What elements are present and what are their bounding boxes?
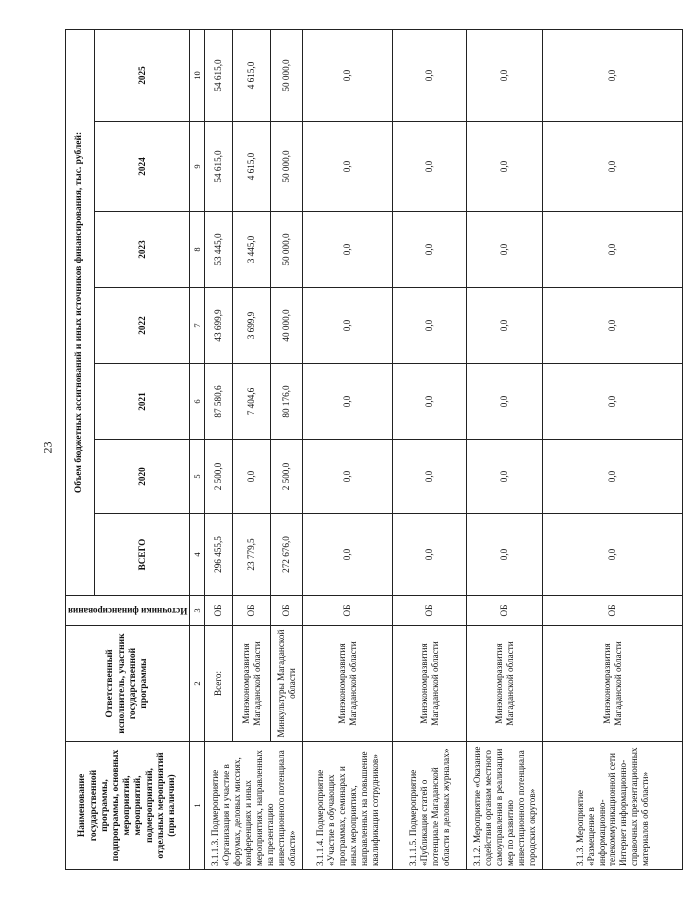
col-number: 4 (190, 514, 205, 596)
row-source: ОБ (543, 596, 683, 626)
header-volume: Объем бюджетных ассигнований и иных источников финансирования, тыс. рублей: (66, 29, 95, 595)
row-name: 3.1.2. Мероприятие «Оказание содействия органам местного самоуправления в реализации мер по развитию инвестиционного потенциала городских округов» (467, 742, 543, 870)
cell-2020: 0,0 (303, 440, 393, 514)
cell-2020: 2 500,0 (205, 440, 233, 514)
cell-2022: 40 000,0 (271, 288, 303, 364)
row-executor: Минэкономразвития Магаданской области (233, 626, 271, 742)
cell-2022: 0,0 (543, 288, 683, 364)
cell-2025: 50 000,0 (271, 29, 303, 121)
cell-2023: 0,0 (467, 212, 543, 288)
header-year-2020: 2020 (94, 440, 190, 514)
cell-2022: 0,0 (467, 288, 543, 364)
table-row (467, 29, 543, 869)
header-year-2021: 2021 (94, 364, 190, 440)
cell-total: 0,0 (393, 514, 467, 596)
cell-2022: 0,0 (303, 288, 393, 364)
header-name: Наименование государственной программы, подпрограммы, основных мероприятий, мероприятий, подмероприятий, отдельных мероприятий (при наличии) (66, 742, 190, 870)
page-number: 23 (40, 441, 55, 454)
col-number: 8 (190, 212, 205, 288)
cell-2024: 4 615,0 (233, 122, 271, 212)
row-source: ОБ (205, 596, 233, 626)
header-year-2025: 2025 (94, 29, 190, 121)
row-source: ОБ (303, 596, 393, 626)
cell-2023: 50 000,0 (271, 212, 303, 288)
cell-total: 272 676,0 (271, 514, 303, 596)
cell-2021: 0,0 (393, 364, 467, 440)
cell-2025: 0,0 (467, 29, 543, 121)
row-executor: Всего: (205, 626, 233, 742)
cell-total: 0,0 (303, 514, 393, 596)
financing-table (65, 29, 683, 870)
cell-2021: 7 404,6 (233, 364, 271, 440)
col-number: 7 (190, 288, 205, 364)
cell-2022: 3 699,9 (233, 288, 271, 364)
cell-2021: 0,0 (543, 364, 683, 440)
cell-2023: 53 445,0 (205, 212, 233, 288)
cell-2025: 0,0 (393, 29, 467, 121)
cell-2025: 4 615,0 (233, 29, 271, 121)
cell-2024: 0,0 (393, 122, 467, 212)
table-row (303, 29, 393, 869)
row-source: ОБ (271, 596, 303, 626)
cell-2021: 87 580,6 (205, 364, 233, 440)
cell-2024: 0,0 (543, 122, 683, 212)
cell-2020: 0,0 (543, 440, 683, 514)
col-number: 1 (190, 742, 205, 870)
cell-total: 296 455,5 (205, 514, 233, 596)
cell-2023: 0,0 (393, 212, 467, 288)
header-year-2023: 2023 (94, 212, 190, 288)
row-name: 3.1.1.4. Подмероприятие «Участие в обучающих программах, семинарах и иных мероприятиях, направленных на повышение квалификации сотрудников» (303, 742, 393, 870)
cell-2024: 0,0 (303, 122, 393, 212)
row-executor: Минэкономразвития Магаданской области (393, 626, 467, 742)
row-name: 3.1.3. Мероприятие «Размещение в информационно-телекоммуникационной сети Интернет информационно-справочных презентационных материалов об области» (543, 742, 683, 870)
cell-2023: 0,0 (303, 212, 393, 288)
cell-total: 23 779,5 (233, 514, 271, 596)
cell-2025: 54 615,0 (205, 29, 233, 121)
header-executor: Ответственный исполнитель, участник государственной программы (66, 626, 190, 742)
cell-2021: 0,0 (467, 364, 543, 440)
col-number: 5 (190, 440, 205, 514)
col-number: 3 (190, 596, 205, 626)
col-number: 6 (190, 364, 205, 440)
cell-total: 0,0 (467, 514, 543, 596)
col-number: 10 (190, 29, 205, 121)
cell-2024: 50 000,0 (271, 122, 303, 212)
row-executor: Минэкономразвития Магаданской области (303, 626, 393, 742)
col-number: 9 (190, 122, 205, 212)
row-source: ОБ (393, 596, 467, 626)
row-name: 3.1.1.3. Подмероприятие «Организация и участие в форумах, деловых миссиях, конференциях и иных мероприятиях, направленных на презентацию инвестиционного потенциала области» (205, 742, 303, 870)
cell-total: 0,0 (543, 514, 683, 596)
rotated-table-container (65, 30, 651, 870)
table-row (393, 29, 467, 869)
cell-2020: 0,0 (467, 440, 543, 514)
row-executor: Минкультуры Магаданской области (271, 626, 303, 742)
row-name: 3.1.1.5. Подмероприятие «Публикация статей о потенциале Магаданской области в деловых журналах» (393, 742, 467, 870)
table-row (205, 29, 233, 869)
cell-2020: 0,0 (233, 440, 271, 514)
cell-2025: 0,0 (303, 29, 393, 121)
header-source (66, 596, 190, 626)
table-row (543, 29, 683, 869)
col-number: 2 (190, 626, 205, 742)
cell-2022: 43 699,9 (205, 288, 233, 364)
cell-2020: 0,0 (393, 440, 467, 514)
cell-2021: 0,0 (303, 364, 393, 440)
cell-2022: 0,0 (393, 288, 467, 364)
row-executor: Минэкономразвития Магаданской области (543, 626, 683, 742)
header-year-2024: 2024 (94, 122, 190, 212)
header-source-text: Источники финансирования (68, 605, 188, 616)
cell-2021: 80 176,0 (271, 364, 303, 440)
header-year-total: ВСЕГО (94, 514, 190, 596)
cell-2024: 0,0 (467, 122, 543, 212)
row-source: ОБ (467, 596, 543, 626)
cell-2024: 54 615,0 (205, 122, 233, 212)
cell-2025: 0,0 (543, 29, 683, 121)
cell-2020: 2 500,0 (271, 440, 303, 514)
cell-2023: 3 445,0 (233, 212, 271, 288)
row-executor: Минэкономразвития Магаданской области (467, 626, 543, 742)
header-year-2022: 2022 (94, 288, 190, 364)
row-source: ОБ (233, 596, 271, 626)
cell-2023: 0,0 (543, 212, 683, 288)
